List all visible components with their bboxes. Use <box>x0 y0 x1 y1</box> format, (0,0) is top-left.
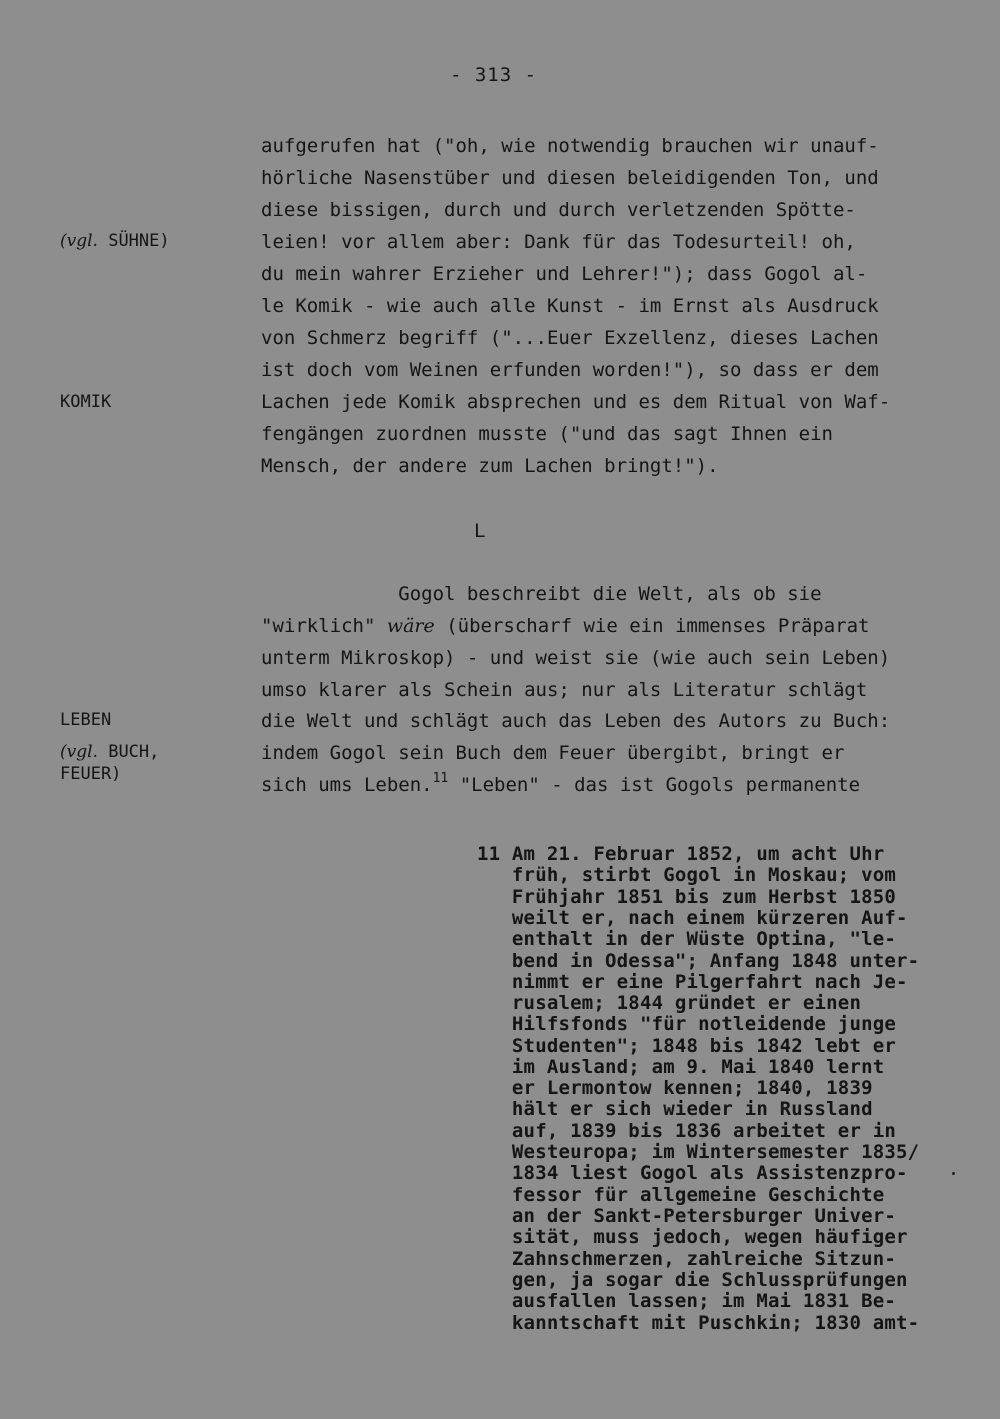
margin-note-vgl: (vgl. <box>60 231 98 251</box>
text-line: die Welt und schlägt auch das Leben des Autors zu Buch: <box>261 710 891 732</box>
footnote-line: im Ausland; am 9. Mai 1840 lernt <box>477 1056 885 1078</box>
footnote-line: Westeuropa; im Wintersemester 1835/ <box>477 1141 920 1163</box>
footnote-line: hält er sich wieder in Russland <box>477 1098 873 1120</box>
footnote-line: auf, 1839 bis 1836 arbeitet er in <box>477 1120 897 1142</box>
footnote-line: Zahnschmerzen, zahlreiche Sitzun- <box>477 1248 897 1270</box>
margin-note-vgl: (vgl. <box>60 742 98 762</box>
text-line: du mein wahrer Erzieher und Lehrer!"); dass Gogol al- <box>261 263 868 285</box>
margin-note-buch <box>60 741 159 763</box>
footnote-line: nimmt er eine Pilgerfahrt nach Je- <box>477 971 908 993</box>
margin-note-suehne-text: SÜHNE) <box>97 231 170 251</box>
margin-note-komik: KOMIK <box>60 392 112 412</box>
footnote-line: ausfallen lassen; im Mai 1831 Be- <box>477 1290 897 1312</box>
text-line: leien! vor allem aber: Dank für das Todesurteil! oh, <box>261 231 856 253</box>
footnote-line: früh, stirbt Gogol in Moskau; vom <box>477 864 897 886</box>
footnote-line: kanntschaft mit Puschkin; 1830 amt- <box>477 1312 920 1334</box>
footnote-line: bend in Odessa"; Anfang 1848 unter- <box>477 950 920 972</box>
footnote-line: enthalt in der Wüste Optina, "le- <box>477 928 897 950</box>
footnote-line: 11 Am 21. Februar 1852, um acht Uhr <box>477 843 885 865</box>
text-line: Lachen jede Komik absprechen und es dem Ritual von Waf- <box>261 391 891 413</box>
text-line: Gogol beschreibt die Welt, als ob sie <box>261 583 822 605</box>
text-line: diese bissigen, durch und durch verletzenden Spötte- <box>261 199 856 221</box>
footnote-line: rusalem; 1844 gründet er einen <box>477 992 862 1014</box>
footnote-line: Hilfsfonds "für notleidende junge <box>477 1013 897 1035</box>
footnote-line: gen, ja sogar die Schlussprüfungen <box>477 1269 908 1291</box>
text-line: le Komik - wie auch alle Kunst - im Ernst als Ausdruck <box>261 295 879 317</box>
footnote-line: Frühjahr 1851 bis zum Herbst 1850 <box>477 886 897 908</box>
text-line: Mensch, der andere zum Lachen bringt!"). <box>261 455 719 477</box>
footnote-line: Studenten"; 1848 bis 1842 lebt er <box>477 1035 897 1057</box>
section-letter: L <box>474 520 486 542</box>
margin-note-suehne <box>60 230 170 252</box>
text-line <box>261 614 869 638</box>
footnote-line: an der Sankt-Petersburger Univer- <box>477 1205 897 1227</box>
footnote-reference[interactable]: 11 <box>432 771 449 786</box>
margin-note-feuer: FEUER) <box>60 764 122 784</box>
footnote-line: fessor für allgemeine Geschichte <box>477 1184 885 1206</box>
text-line: indem Gogol sein Buch dem Feuer übergibt, bringt er <box>261 742 845 764</box>
italic-word: wäre <box>386 615 435 637</box>
text-run: sich ums Leben. <box>261 774 433 796</box>
text-run: "Leben" - das ist Gogols permanente <box>448 774 861 796</box>
text-line: unterm Mikroskop) - und weist sie (wie auch sein Leben) <box>261 647 891 669</box>
footnote-line: 1834 liest Gogol als Assistenzpro- <box>477 1162 908 1184</box>
text-line: fengängen zuordnen musste ("und das sagt Ihnen ein <box>261 423 833 445</box>
footnote-line: er Lermontow kennen; 1840, 1839 <box>477 1077 873 1099</box>
scan-speck <box>952 1172 955 1175</box>
footnote-line: weilt er, nach einem kürzeren Auf- <box>477 907 908 929</box>
text-line: ist doch vom Weinen erfunden worden!"), so dass er dem <box>261 359 879 381</box>
text-line: aufgerufen hat ("oh, wie notwendig brauchen wir unauf- <box>261 135 879 157</box>
margin-note-leben: LEBEN <box>60 710 112 730</box>
footnote-line: sität, muss jedoch, wegen häufiger <box>477 1226 908 1248</box>
text-line: umso klarer als Schein aus; nur als Literatur schlägt <box>261 679 868 701</box>
text-run: "wirklich" <box>261 615 387 637</box>
text-line: hörliche Nasenstüber und diesen beleidigenden Ton, und <box>261 167 879 189</box>
text-line: von Schmerz begriff ("...Euer Exzellenz, dieses Lachen <box>261 327 879 349</box>
page-number: - 313 - <box>449 64 538 86</box>
text-line <box>261 773 860 797</box>
margin-note-buch-text: BUCH, <box>97 742 160 762</box>
text-run: (überscharf wie ein immenses Präparat <box>434 615 870 637</box>
